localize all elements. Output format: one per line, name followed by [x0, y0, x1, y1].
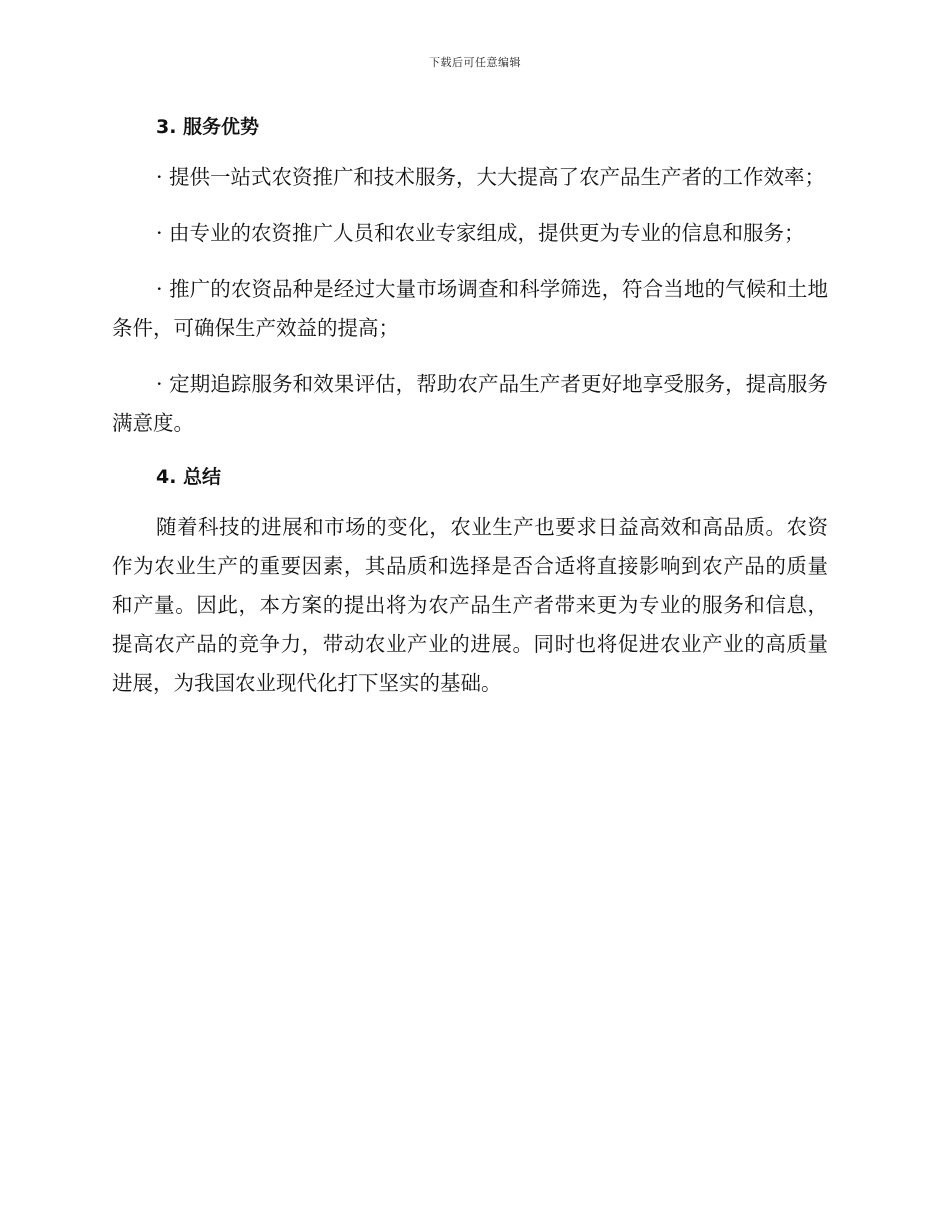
- running-header: 下载后可任意编辑: [429, 56, 521, 69]
- section-heading-summary: 4. 总结: [156, 466, 222, 488]
- document-body: [112, 110, 828, 720]
- bullet-paragraph: · 提供一站式农资推广和技术服务，大大提高了农产品生产者的工作效率；: [156, 165, 826, 189]
- summary-paragraph: 随着科技的进展和市场的变化，农业生产也要求日益高效和高品质。农资作为农业生产的重要因素，其品质和选择是否合适将直接影响到农产品的质量和产量。因此，本方案的提出将为农产品生产者带来更为专业的服务和信息，提高农产品的竞争力，带动农业产业的进展。同时也将促进农业产业的高质量进展，为我国农业现代化打下坚实的基础。: [112, 515, 828, 695]
- section-heading-service-advantages: 3. 服务优势: [156, 116, 260, 138]
- bullet-paragraph: · 推广的农资品种是经过大量市场调查和科学筛选，符合当地的气候和土地条件，可确保生产效益的提高；: [112, 277, 828, 340]
- bullet-paragraph: · 由专业的农资推广人员和农业专家组成，提供更为专业的信息和服务；: [156, 221, 805, 245]
- bullet-paragraph: · 定期追踪服务和效果评估，帮助农产品生产者更好地享受服务，提高服务满意度。: [112, 372, 828, 435]
